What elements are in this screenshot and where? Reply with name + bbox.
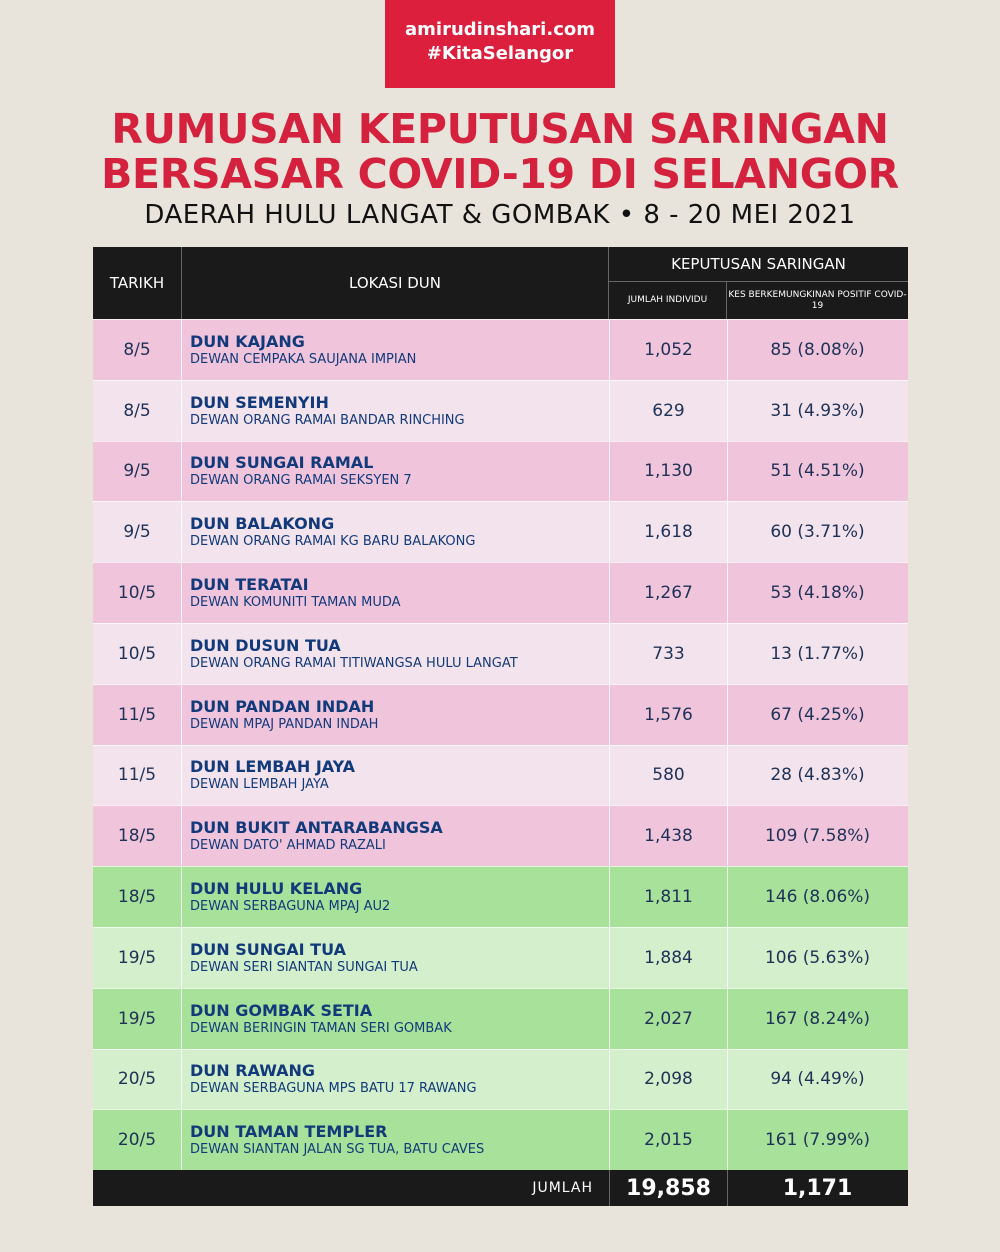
row-date: 20/5: [93, 1050, 182, 1110]
row-location: [190, 442, 600, 502]
row-kes-positif: 94 (4.49%): [770, 1069, 865, 1090]
table-footer: [93, 1170, 908, 1206]
row-location: [190, 928, 600, 988]
row-jumlah-individu: 733: [609, 624, 728, 684]
table-row: [93, 623, 908, 684]
row-location: [190, 867, 600, 927]
row-dewan-name: DEWAN ORANG RAMAI SEKSYEN 7: [190, 473, 412, 489]
row-dewan-name: DEWAN MPAJ PANDAN INDAH: [190, 716, 379, 732]
row-dewan-name: DEWAN SIANTAN JALAN SG TUA, BATU CAVES: [190, 1142, 485, 1158]
table-row: [93, 684, 908, 745]
row-dun-name: DUN SUNGAI RAMAL: [190, 453, 374, 473]
row-dun-name: DUN TERATAI: [190, 575, 309, 595]
results-table: [93, 247, 908, 1206]
row-dun-name: DUN PANDAN INDAH: [190, 696, 375, 716]
row-dewan-name: DEWAN SERBAGUNA MPAJ AU2: [190, 899, 391, 915]
table-row: [93, 562, 908, 623]
table-row: [93, 319, 908, 380]
row-jumlah-individu: 1,576: [609, 685, 728, 745]
row-jumlah-individu: 1,267: [609, 563, 728, 623]
table-row: [93, 501, 908, 562]
row-dun-name: DUN DUSUN TUA: [190, 635, 341, 655]
page-subtitle: DAERAH HULU LANGAT & GOMBAK • 8 - 20 MEI 2021: [144, 200, 856, 230]
row-dun-name: DUN TAMAN TEMPLER: [190, 1122, 388, 1142]
row-dewan-name: DEWAN ORANG RAMAI TITIWANGSA HULU LANGAT: [190, 655, 518, 671]
row-location: [190, 1110, 600, 1170]
header-tarikh: TARIKH: [93, 247, 182, 319]
row-kes-positif: 85 (8.08%): [770, 339, 865, 360]
row-kes-positif: 28 (4.83%): [770, 765, 865, 786]
row-dewan-name: DEWAN DATO' AHMAD RAZALI: [190, 838, 386, 854]
row-date: 19/5: [93, 989, 182, 1049]
row-date: 9/5: [93, 502, 182, 562]
row-kes-positif: 161 (7.99%): [764, 1130, 871, 1151]
row-jumlah-individu: 1,811: [609, 867, 728, 927]
row-dun-name: DUN RAWANG: [190, 1061, 316, 1081]
row-jumlah-individu: 629: [609, 381, 728, 441]
hashtag: #KitaSelangor: [426, 43, 574, 64]
row-dun-name: DUN BALAKONG: [190, 514, 335, 534]
header-keputusan: KEPUTUSAN SARINGAN: [609, 247, 908, 282]
row-location: [190, 381, 600, 441]
row-jumlah-individu: 1,618: [609, 502, 728, 562]
row-jumlah-individu: 2,027: [609, 989, 728, 1049]
row-dewan-name: DEWAN SERI SIANTAN SUNGAI TUA: [190, 959, 418, 975]
row-kes-positif: 167 (8.24%): [764, 1008, 871, 1029]
row-dun-name: DUN SUNGAI TUA: [190, 939, 346, 959]
table-row: [93, 927, 908, 988]
row-location: [190, 1050, 600, 1110]
table-row: [93, 1049, 908, 1110]
table-header: [93, 247, 908, 319]
table-row: [93, 745, 908, 806]
row-date: 11/5: [93, 685, 182, 745]
row-location: [190, 746, 600, 806]
table-row: [93, 1109, 908, 1170]
row-location: [190, 320, 600, 380]
row-dewan-name: DEWAN BERINGIN TAMAN SERI GOMBAK: [190, 1020, 452, 1036]
row-location: [190, 563, 600, 623]
row-kes-positif: 67 (4.25%): [770, 704, 865, 725]
row-kes-positif: 60 (3.71%): [770, 522, 865, 543]
total-individu: 19,858: [609, 1170, 728, 1206]
page-title-line1: RUMUSAN KEPUTUSAN SARINGAN: [111, 105, 889, 153]
row-location: [190, 685, 600, 745]
header-kes: KES BERKEMUNGKINAN POSITIF COVID-19: [728, 289, 907, 311]
footer-label: JUMLAH: [532, 1180, 593, 1197]
row-date: 18/5: [93, 806, 182, 866]
row-date: 19/5: [93, 928, 182, 988]
row-kes-positif: 13 (1.77%): [770, 643, 865, 664]
row-jumlah-individu: 2,098: [609, 1050, 728, 1110]
header-jumlah-individu: JUMLAH INDIVIDU: [609, 282, 727, 319]
table-row: [93, 805, 908, 866]
row-jumlah-individu: 1,438: [609, 806, 728, 866]
table-row: [93, 866, 908, 927]
website-badge: [385, 0, 615, 88]
row-dewan-name: DEWAN CEMPAKA SAUJANA IMPIAN: [190, 351, 417, 367]
row-date: 9/5: [93, 442, 182, 502]
row-location: [190, 989, 600, 1049]
table-body: [93, 319, 908, 1170]
row-location: [190, 502, 600, 562]
row-jumlah-individu: 580: [609, 746, 728, 806]
row-kes-positif: 106 (5.63%): [764, 947, 871, 968]
row-dun-name: DUN HULU KELANG: [190, 879, 363, 899]
row-kes-positif: 53 (4.18%): [770, 583, 865, 604]
website-url: amirudinshari.com: [405, 19, 595, 40]
row-date: 10/5: [93, 624, 182, 684]
row-dewan-name: DEWAN ORANG RAMAI KG BARU BALAKONG: [190, 534, 476, 550]
row-kes-positif: 146 (8.06%): [764, 887, 871, 908]
row-date: 18/5: [93, 867, 182, 927]
row-date: 11/5: [93, 746, 182, 806]
row-jumlah-individu: 2,015: [609, 1110, 728, 1170]
row-dewan-name: DEWAN ORANG RAMAI BANDAR RINCHING: [190, 412, 465, 428]
row-dun-name: DUN KAJANG: [190, 331, 305, 351]
table-row: [93, 441, 908, 502]
page-title-line2: BERSASAR COVID-19 DI SELANGOR: [101, 150, 899, 198]
row-dun-name: DUN BUKIT ANTARABANGSA: [190, 818, 443, 838]
row-jumlah-individu: 1,052: [609, 320, 728, 380]
row-date: 8/5: [93, 381, 182, 441]
row-date: 20/5: [93, 1110, 182, 1170]
row-dun-name: DUN GOMBAK SETIA: [190, 1000, 373, 1020]
row-dewan-name: DEWAN KOMUNITI TAMAN MUDA: [190, 595, 401, 611]
row-jumlah-individu: 1,884: [609, 928, 728, 988]
row-jumlah-individu: 1,130: [609, 442, 728, 502]
header-lokasi: LOKASI DUN: [182, 247, 609, 319]
row-dewan-name: DEWAN LEMBAH JAYA: [190, 777, 329, 793]
row-location: [190, 624, 600, 684]
row-kes-positif: 109 (7.58%): [764, 826, 871, 847]
row-kes-positif: 31 (4.93%): [770, 400, 865, 421]
row-dun-name: DUN SEMENYIH: [190, 392, 329, 412]
total-kes: 1,171: [782, 1175, 853, 1201]
row-date: 8/5: [93, 320, 182, 380]
table-row: [93, 380, 908, 441]
row-location: [190, 806, 600, 866]
row-dewan-name: DEWAN SERBAGUNA MPS BATU 17 RAWANG: [190, 1081, 477, 1097]
row-dun-name: DUN LEMBAH JAYA: [190, 757, 356, 777]
row-kes-positif: 51 (4.51%): [770, 461, 865, 482]
table-row: [93, 988, 908, 1049]
row-date: 10/5: [93, 563, 182, 623]
